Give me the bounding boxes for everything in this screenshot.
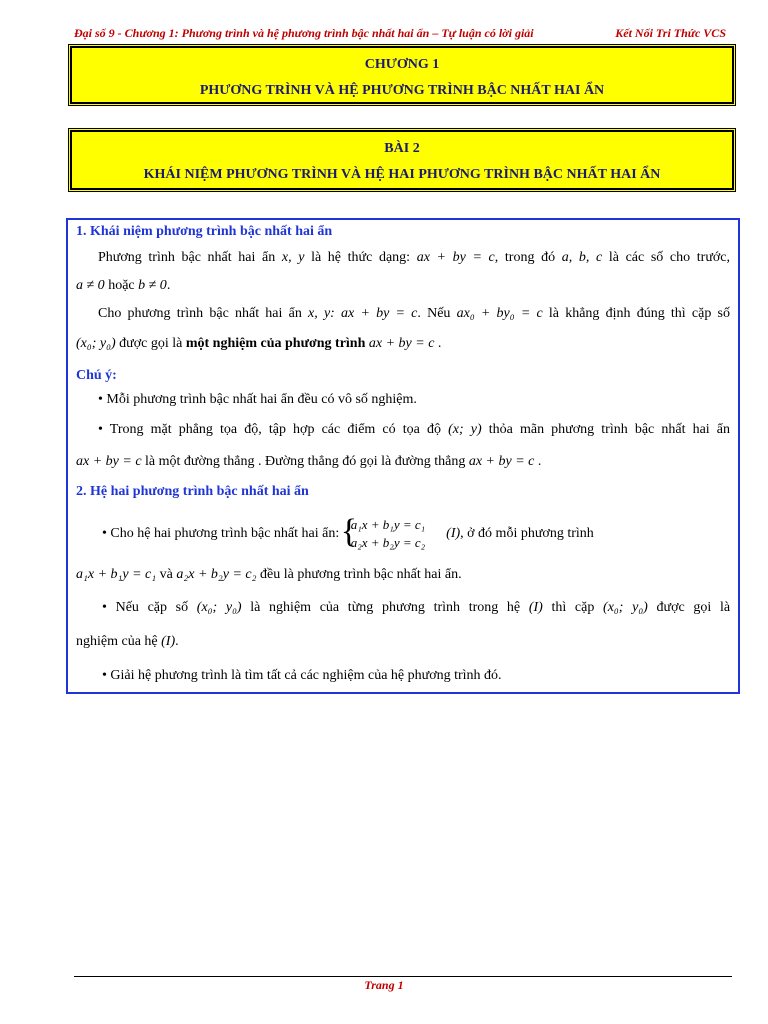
math-condition-b: b ≠ 0 (138, 278, 167, 293)
lesson-box (68, 128, 736, 192)
text: được gọi là (119, 336, 183, 351)
system-label: (I) (446, 526, 461, 542)
text: hoặc (108, 278, 135, 293)
text: Nếu cặp số (115, 600, 189, 615)
chapter-number: CHƯƠNG 1 (364, 57, 440, 72)
text: Trong mặt phẳng tọa độ, tập hợp các điểm có tọa độ (109, 422, 441, 437)
math-equation: ax + by = c (76, 454, 142, 469)
math-equation: ax + by = c (341, 306, 418, 321)
section1-title: 1. Khái niệm phương trình bậc nhất hai ẩn (76, 224, 333, 239)
section2-bullet-1-line1: • Cho hệ hai phương trình bậc nhất hai ẩn: { a₁x + b₁y = c₁ a₂x + b₂y = c₂ (I), ở đó mỗi phương trình (102, 513, 594, 550)
text: được gọi là (656, 600, 731, 615)
system-equation-1: a₁x + b₁y = c₁ (350, 517, 426, 532)
text: và (159, 567, 173, 582)
header-brand: Kết Nối Tri Thức VCS (615, 26, 726, 40)
math-equation: ax + by = c (468, 454, 535, 469)
text: , trong đó (494, 250, 556, 265)
note-bullet-1: • Mỗi phương trình bậc nhất hai ẩn đều có vô số nghiệm. (98, 392, 417, 407)
lesson-title: KHÁI NIỆM PHƯƠNG TRÌNH VÀ HỆ HAI PHƯƠNG TRÌNH BẬC NHẤT HAI ẨN (143, 167, 661, 182)
chapter-box (68, 44, 736, 106)
text: nghiệm của hệ (76, 634, 158, 649)
math-equation-solution: ax₀ + by₀ = c (456, 306, 543, 321)
text: là các số cho trước, (608, 250, 731, 265)
theory-box (66, 218, 740, 694)
section2-title: 2. Hệ hai phương trình bậc nhất hai ẩn (76, 484, 309, 499)
note-bullet-2-line1: • Trong mặt phẳng tọa độ, tập hợp các điểm có tọa độ (x; y) thỏa mãn phương trình bậc nhất hai ẩn (98, 422, 731, 437)
lesson-number: BÀI 2 (384, 141, 420, 156)
text: Phương trình bậc nhất hai ẩn (98, 250, 276, 265)
math-equation-1: a₁x + b₁y = c₁ (76, 567, 157, 582)
text: thỏa mãn phương trình bậc nhất hai ẩn (488, 422, 731, 437)
text: thì cặp (551, 600, 595, 615)
page-header (74, 24, 736, 45)
bold-term: một nghiệm của phương trình (185, 336, 366, 351)
math-pair: (x₀; y₀) (603, 600, 648, 615)
math-coefficients: a, b, c (561, 250, 603, 265)
math-vars: x, y (308, 306, 331, 321)
header-title: Đại số 9 - Chương 1: Phương trình và hệ phương trình bậc nhất hai ẩn – Tự luận có lời giải (74, 26, 534, 40)
text: là khẳng định đúng thì cặp số (548, 306, 730, 321)
text: Mỗi phương trình bậc nhất hai ẩn đều có vô số nghiệm. (106, 392, 417, 407)
text: là nghiệm của từng phương trình trong hệ (250, 600, 521, 615)
text: là một đường thẳng . Đường thẳng đó gọi là đường thẳng (145, 454, 466, 469)
equation-system: { a₁x + b₁y = c₁ a₂x + b₂y = c₂ (340, 513, 426, 550)
math-vars: x, y (281, 250, 305, 265)
text: Giải hệ phương trình là tìm tất cả các nghiệm của hệ phương trình đó. (110, 668, 502, 683)
section1-definition-line1 (98, 248, 730, 268)
page-number: Trang 1 (364, 978, 404, 992)
math-pair: (x₀; y₀) (76, 336, 116, 351)
note-title: Chú ý: (76, 368, 117, 383)
text: . Nếu (417, 306, 451, 321)
section1-solution-line2: (x₀; y₀) được gọi là một nghiệm của phương trình ax + by = c . (76, 336, 442, 351)
system-label: (I) (528, 600, 543, 615)
footer-divider (74, 976, 732, 977)
text: đều là phương trình bậc nhất hai ẩn. (260, 567, 462, 582)
math-condition-a: a ≠ 0 (76, 278, 105, 293)
text: Cho hệ hai phương trình bậc nhất hai ẩn: (110, 526, 340, 542)
section2-bullet-2-line2: nghiệm của hệ (I). (76, 634, 179, 649)
math-pair: (x₀; y₀) (196, 600, 242, 615)
section1-solution-line1: Cho phương trình bậc nhất hai ẩn x, y: ax + by = c. Nếu ax₀ + by₀ = c là khẳng định đúng thì cặp số (98, 306, 730, 321)
math-point: (x; y) (448, 422, 482, 437)
system-equation-2: a₂x + b₂y = c₂ (350, 535, 426, 550)
math-equation: ax + by = c (368, 336, 435, 351)
section1-definition-line2: a ≠ 0 hoặc b ≠ 0. (76, 278, 171, 293)
math-equation-2: a₂x + b₂y = c₂ (176, 567, 257, 582)
note-bullet-2-line2: ax + by = c là một đường thẳng . Đường thẳng đó gọi là đường thẳng ax + by = c . (76, 454, 542, 469)
section2-bullet-3: • Giải hệ phương trình là tìm tất cả các nghiệm của hệ phương trình đó. (102, 668, 502, 683)
text: , ở đó mỗi phương trình (460, 526, 594, 542)
chapter-title: PHƯƠNG TRÌNH VÀ HỆ PHƯƠNG TRÌNH BẬC NHẤT HAI ẨN (199, 83, 605, 98)
math-equation: ax + by = c (416, 250, 495, 265)
section2-bullet-2-line1: • Nếu cặp số (x₀; y₀) là nghiệm của từng phương trình trong hệ (I) thì cặp (x₀; y₀) được gọi là (102, 600, 731, 615)
text: Cho phương trình bậc nhất hai ẩn (98, 306, 302, 321)
section2-bullet-1-line2 (76, 565, 730, 585)
text: là hệ thức dạng: (311, 250, 411, 265)
system-label: (I) (161, 634, 176, 649)
